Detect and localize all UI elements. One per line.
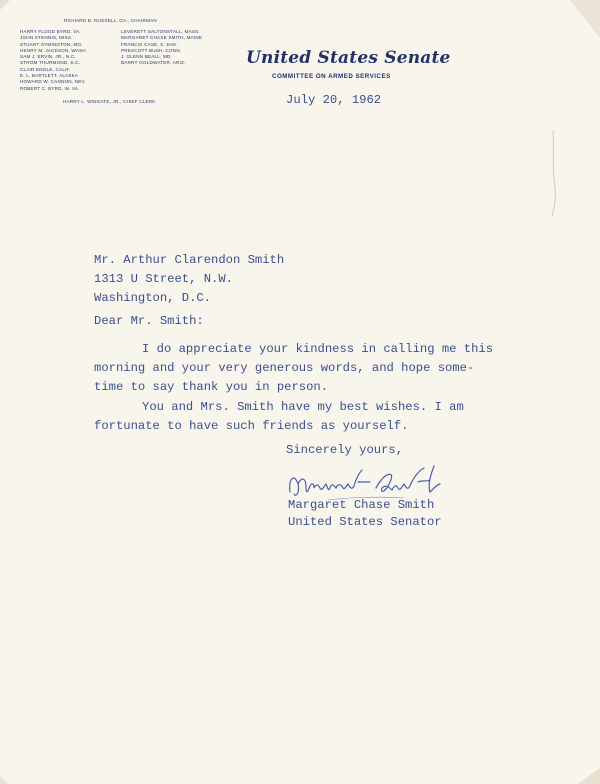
body-paragraph [94,340,493,397]
signature-block [288,497,442,531]
committee-chairman: RICHARD B. RUSSELL, GA., CHAIRMAN [64,18,157,23]
letterhead-title: United States Senate [246,48,451,68]
chief-clerk: HARRY L. WINGATE, JR., CHIEF CLERK [63,99,156,104]
body-line: You and Mrs. Smith have my best wishes. I am [142,400,464,414]
committee-members-right [121,29,202,67]
salutation: Dear Mr. Smith: [94,314,204,328]
letter-date: July 20, 1962 [286,93,382,107]
body-line: I do appreciate your kindness in calling me this [142,342,494,356]
recipient-city: Washington, D.C. [94,291,212,305]
committee-member: MARGARET CHASE SMITH, MAINE [121,35,203,41]
paper-stain [578,768,600,784]
committee-member: STUART SYMINGTON, MO. [20,41,83,47]
signer-name: Margaret Chase Smith [288,498,435,512]
committee-member: FRANCIS CASE, S. DAK. [121,41,179,47]
closing: Sincerely yours, [286,443,404,457]
body-line: fortunate to have such friends as yourself. [94,419,409,433]
committee-member: BARRY GOLDWATER, ARIZ. [121,60,186,66]
committee-member: LEVERETT SALTONSTALL, MASS. [121,29,200,34]
committee-member: HARRY FLOOD BYRD, VA. [20,29,81,34]
committee-member: E. L. BARTLETT, ALASKA [20,73,79,79]
letterhead-committee: COMMITTEE ON ARMED SERVICES [272,73,391,80]
recipient-name: Mr. Arthur Clarendon Smith [94,253,285,267]
committee-member: PRESCOTT BUSH, CONN. [121,47,182,53]
committee-member: J. GLENN BEALL, MD. [121,54,173,60]
pencil-mark [546,128,560,218]
signer-title: United States Senator [288,515,442,529]
body-paragraph [94,398,464,436]
committee-member: CLAIR ENGLE, CALIF. [20,66,71,72]
body-line: time to say thank you in person. [94,380,329,394]
committee-member: ROBERT C. BYRD, W. VA. [20,85,80,91]
committee-member: JOHN STENNIS, MISS. [20,35,73,41]
committee-member: STROM THURMOND, S.C. [20,60,81,66]
committee-member: HOWARD W. CANNON, NEV. [20,79,86,85]
recipient-street: 1313 U Street, N.W. [94,272,233,286]
committee-member: SAM J. ERVIN, JR., N.C. [20,54,76,60]
paper-stain [0,776,8,784]
recipient-address [94,251,284,308]
paper-stain [0,0,10,10]
body-line: morning and your very generous words, and hope some- [94,361,475,375]
committee-members-left [20,29,87,92]
committee-member: HENRY M. JACKSON, WASH. [20,47,88,53]
paper-stain [570,0,600,38]
